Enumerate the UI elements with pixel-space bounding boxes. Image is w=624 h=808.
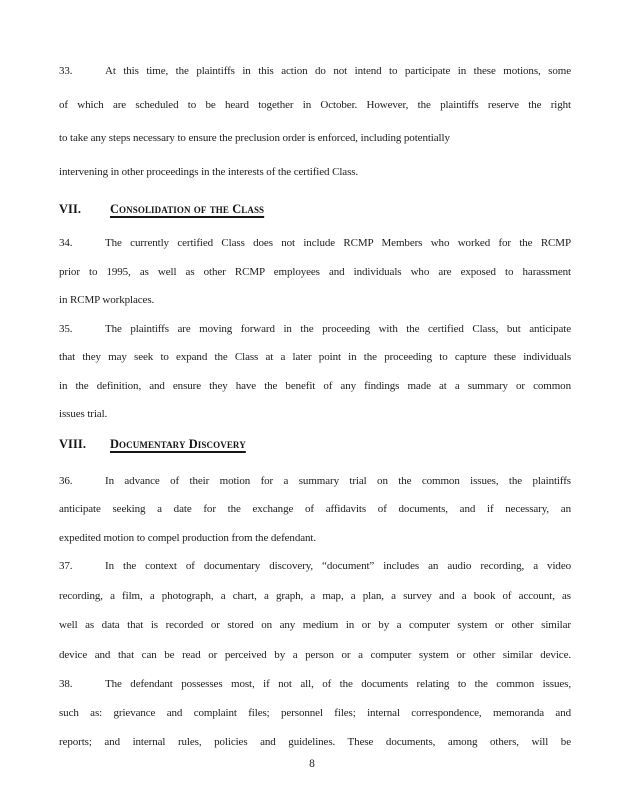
paragraph-line	[59, 552, 571, 582]
paragraph-34	[59, 229, 571, 315]
paragraph-line	[59, 670, 571, 699]
paragraph-line: device and that can be read or perceived by a person or a computer system or other similar device.	[59, 648, 571, 661]
page-number: 8	[309, 758, 315, 770]
section-heading-vii	[59, 194, 571, 224]
paragraph-number: 33.	[59, 65, 73, 77]
paragraph-text: In the context of documentary discovery, “document” includes an audio recording, a video	[105, 560, 571, 572]
paragraph-33	[59, 55, 571, 189]
paragraph-line: issues trial.	[59, 408, 108, 420]
section-number: VIII.	[59, 436, 87, 451]
section-heading-viii	[59, 429, 571, 459]
paragraph-37	[59, 552, 571, 670]
paragraph-line: that they may seek to expand the Class at a later point in the proceeding to capture these individuals	[59, 351, 571, 363]
paragraph-line: well as data that is recorded or stored on any medium in or by a computer system or other similar	[59, 619, 571, 631]
paragraph-line: in the definition, and ensure they have the benefit of any findings made at a summary or common	[59, 379, 571, 392]
paragraph-line: intervening in other proceedings in the interests of the certified Class.	[59, 165, 359, 178]
section-number: VII.	[59, 202, 82, 216]
paragraph-line: in RCMP workplaces.	[59, 294, 155, 306]
paragraph-line: anticipate seeking a date for the exchange of affidavits of documents, and if necessary, an	[59, 503, 571, 515]
paragraph-line: to take any steps necessary to ensure the preclusion order is enforced, including potentially	[59, 132, 450, 144]
paragraph-text: The currently certified Class does not include RCMP Members who worked for the RCMP	[105, 237, 571, 249]
paragraph-38	[59, 670, 571, 757]
paragraph-number: 37.	[59, 560, 73, 572]
paragraph-line: of which are scheduled to be heard together in October. However, the plaintiffs reserve the right	[59, 98, 571, 111]
paragraph-line: such as: grievance and complaint files; personnel files; internal correspondence, memoranda and	[59, 707, 571, 719]
paragraph-number: 34.	[59, 237, 73, 249]
section-title: Documentary Discovery	[110, 436, 246, 451]
paragraph-35	[59, 315, 571, 429]
paragraph-text: The plaintiffs are moving forward in the proceeding with the certified Class, but anticipate	[105, 322, 571, 335]
paragraph-number: 35.	[59, 322, 73, 335]
paragraph-text: The defendant possesses most, if not all, of the documents relating to the common issues,	[105, 678, 571, 690]
paragraph-line: expedited motion to compel production from the defendant.	[59, 531, 317, 544]
paragraph-number: 38.	[59, 678, 73, 690]
paragraph-line	[59, 315, 571, 344]
paragraph-line: recording, a film, a photograph, a chart, a graph, a map, a plan, a survey and a book of account, as	[59, 589, 571, 602]
paragraph-text: In advance of their motion for a summary trial on the common issues, the plaintiffs	[105, 474, 571, 487]
paragraph-line	[59, 229, 571, 258]
paragraph-line	[59, 467, 571, 496]
section-title: Consolidation of the Class	[110, 202, 265, 216]
paragraph-line	[59, 55, 571, 89]
paragraph-line: prior to 1995, as well as other RCMP employees and individuals who are exposed to harassment	[59, 265, 571, 278]
paragraph-line: reports; and internal rules, policies and guidelines. These documents, among others, will be	[59, 736, 571, 748]
paragraph-text: At this time, the plaintiffs in this action do not intend to participate in these motions, some	[105, 65, 571, 77]
paragraph-36	[59, 467, 571, 553]
paragraph-number: 36.	[59, 474, 73, 487]
